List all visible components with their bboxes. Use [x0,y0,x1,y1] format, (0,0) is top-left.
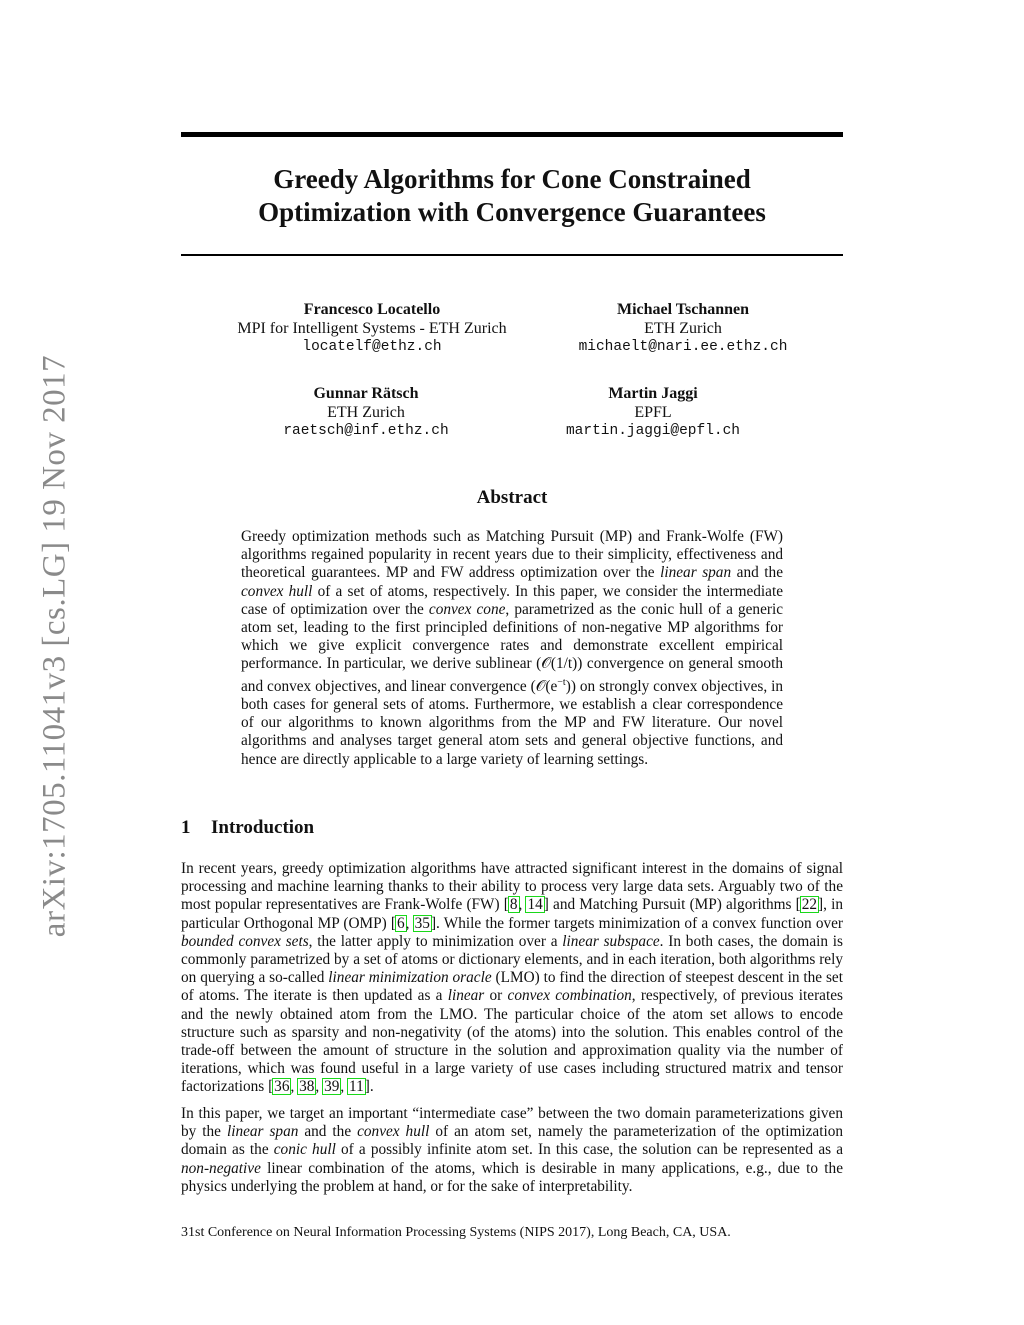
author-affiliation: ETH Zurich [327,404,405,421]
paper-title [181,163,843,229]
citation-link[interactable]: 39 [324,1078,340,1096]
author-affiliation: ETH Zurich [644,320,722,337]
author-email[interactable]: michaelt@nari.ee.ethz.ch [578,339,788,355]
author-email[interactable]: raetsch@inf.ethz.ch [283,423,449,439]
author-name: Martin Jaggi [608,385,698,402]
author-block [201,384,531,441]
author-block [518,300,848,357]
citation-link[interactable]: 14 [527,896,543,914]
author-name: Francesco Locatello [303,301,441,318]
title-bottom-rule [181,254,843,256]
math-inline: 𝒪(1/t) [541,655,578,673]
abstract-heading: Abstract [476,487,548,508]
author-affiliation: EPFL [634,404,672,421]
abstract-text: Greedy optimization methods such as Matching Pursuit (MP) and Frank-Wolfe (FW) algorithms regained popularity in recent years due to their simplicity, effectiveness and theoretical guarantees. MP and FW address optimization over the linear span and the convex hull of a set of atoms, respectively. In this paper, we consider the intermediate case of optimization over the convex cone, parametrized as the conic hull of a generic atom set, leading to the first principled definitions of non-negative MP algorithms for which we give explicit convergence rates and demonstrate excellent empirical performance. In particular, we derive sublinear (𝒪(1/t)) convergence on general smooth and convex objectives, and linear convergence $(𝒪(e^{-t}))$ on strongly convex objectives, in both cases for general sets of atoms. Furthermore, we establish a clear correspondence of our algorithms to known algorithms from the MP and FW literature. Our novel algorithms and analyses target general atom sets and general objective functions, and hence are directly applicable to a large variety of learning settings. [241,528,783,768]
conference-footer: 31st Conference on Neural Information Processing Systems (NIPS 2017), Long Beach, CA, USA. [181,1225,731,1240]
intro-paragraph-1: In recent years, greedy optimization algorithms have attracted significant interest in the domains of signal processing and machine learning thanks to their ability to process very large data sets. Arguably two of the most popular representatives are Frank-Wolfe (FW) [8, 14] and Matching Pursuit (MP) algorithms [22], in particular Orthogonal MP (OMP) [6, 35]. While the former targets minimization of a convex function over bounded convex sets, the latter apply to minimization over a linear subspace. In both cases, the domain is commonly parametrized by a set of atoms or dictionary elements, and in each iteration, both algorithms rely on querying a so-called linear minimization oracle (LMO) to find the direction of steepest descent in the set of atoms. The iterate is then updated as a linear or convex combination, respectively, of previous iterates and the newly obtained atom from the LMO. The particular choice of the atom set allows to encode structure such as sparsity and non-negativity (of the atoms) into the solution. This enables control of the trade-off between the amount of structure in the solution and approximation quality via the number of iterations, which was found useful in a large variety of use cases including structured matrix and tensor factorizations [36, 38, 39, 11]. [181,860,844,1096]
title-top-rule [181,132,843,137]
author-name: Gunnar Rätsch [313,385,419,402]
author-affiliation: MPI for Intelligent Systems - ETH Zurich [237,320,507,337]
author-block [207,300,537,357]
intro-paragraph-2: In this paper, we target an important “intermediate case” between the two domain parameterizations given by the linear span and the convex hull of an atom set, namely the parameterization of the optimization domain as the conic hull of a possibly infinite atom set. In this case, the solution can be represented as a non-negative linear combination of the atoms, which is desirable in many applications, e.g., due to the physics underlying the problem at hand, or for the sake of interpretability. [181,1105,844,1195]
citation-link[interactable]: 35 [414,914,430,932]
author-email[interactable]: locatelf@ethz.ch [302,339,442,355]
citation-link[interactable]: 36 [274,1078,290,1096]
citation-link[interactable]: 6 [396,914,405,932]
author-email[interactable]: martin.jaggi@epfl.ch [565,423,741,439]
section-title: Introduction [211,817,315,838]
math-inline: $𝒪(e^{-t})$ [535,676,571,695]
citation-link[interactable]: 22 [801,896,817,914]
author-name: Michael Tschannen [616,301,750,318]
author-block [488,384,818,441]
arxiv-stamp-text: arXiv:1705.11041v3 [cs.LG] 19 Nov 2017 [36,354,73,938]
citation-link[interactable]: 38 [299,1078,315,1096]
section-number: 1 [181,817,191,838]
title-line-1: Greedy Algorithms for Cone Constrained [273,164,751,194]
citation-link[interactable]: 8 [509,896,518,914]
title-line-2: Optimization with Convergence Guarantees [258,197,766,227]
citation-link[interactable]: 11 [349,1078,364,1096]
section-heading [181,817,314,839]
